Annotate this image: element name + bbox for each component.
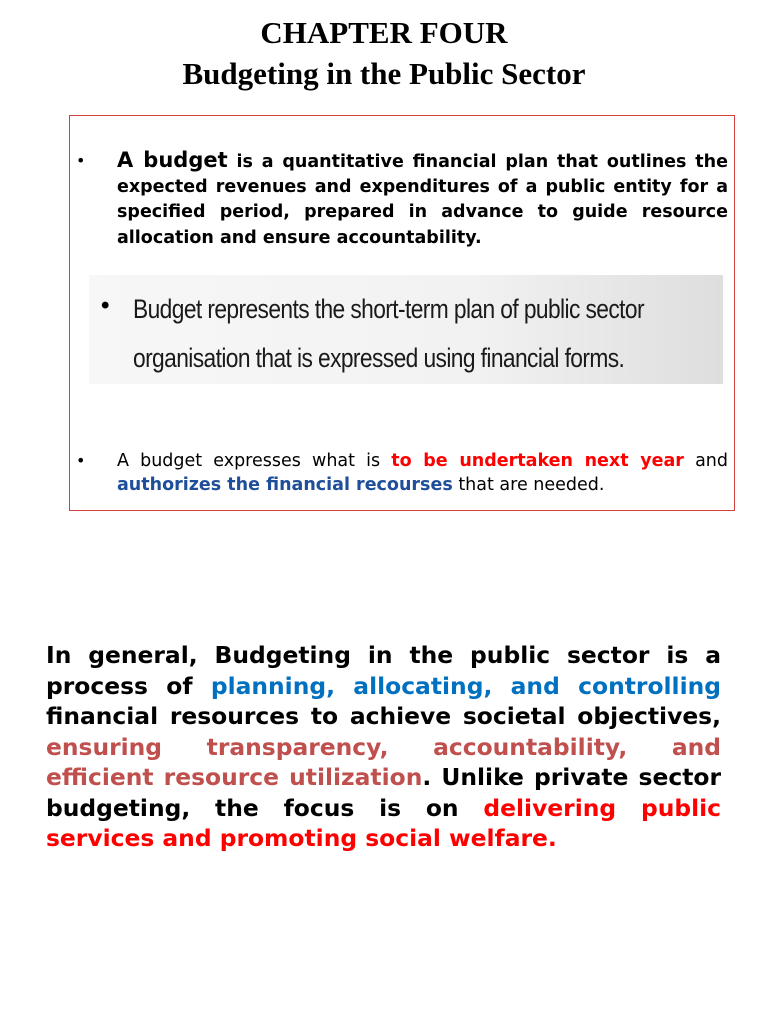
quote-bullet: • bbox=[101, 292, 110, 319]
bullet-expresses: • bbox=[76, 451, 86, 470]
definition-text: is a quantitative financial plan that outlines the expected revenues and expenditures of a public entity for a specified period, prepared in advance to guide resource allocation and ensure accountability. bbox=[117, 152, 728, 248]
general-paragraph bbox=[46, 640, 721, 854]
expresses-part-1: A budget expresses what is bbox=[117, 451, 392, 471]
chapter-title: Budgeting in the Public Sector bbox=[182, 56, 586, 91]
general-part-5: . Unlike private sector budgeting, the focus is on bbox=[46, 763, 721, 822]
expresses-part-5: that are needed. bbox=[452, 474, 605, 495]
quote-line-1: Budget represents the short-term plan of public sector bbox=[133, 294, 644, 324]
expresses-part-3: and bbox=[683, 451, 729, 471]
budget-expresses-paragraph bbox=[117, 450, 728, 497]
general-part-1: In general, Budgeting in the public sector is a process of bbox=[46, 641, 721, 700]
expresses-highlight-blue: authorizes the financial recourses bbox=[117, 474, 453, 495]
bullet-definition: • bbox=[76, 151, 86, 170]
definition-lead: A budget bbox=[117, 148, 228, 172]
general-part-3: financial resources to achieve societal objectives, bbox=[46, 702, 721, 730]
quote-line-2: organisation that is expressed using financial forms. bbox=[133, 343, 625, 373]
chapter-heading: CHAPTER FOUR bbox=[260, 15, 508, 50]
expresses-highlight-red: to be undertaken next year bbox=[391, 451, 684, 471]
general-highlight-red: delivering public services and promoting social welfare. bbox=[46, 793, 721, 852]
quote-image-text bbox=[133, 285, 644, 383]
general-highlight-rose: ensuring transparency, accountability, and efficient resource utilization bbox=[46, 732, 721, 791]
general-highlight-blue: planning, allocating, and controlling bbox=[210, 671, 721, 700]
budget-definition bbox=[117, 148, 728, 251]
